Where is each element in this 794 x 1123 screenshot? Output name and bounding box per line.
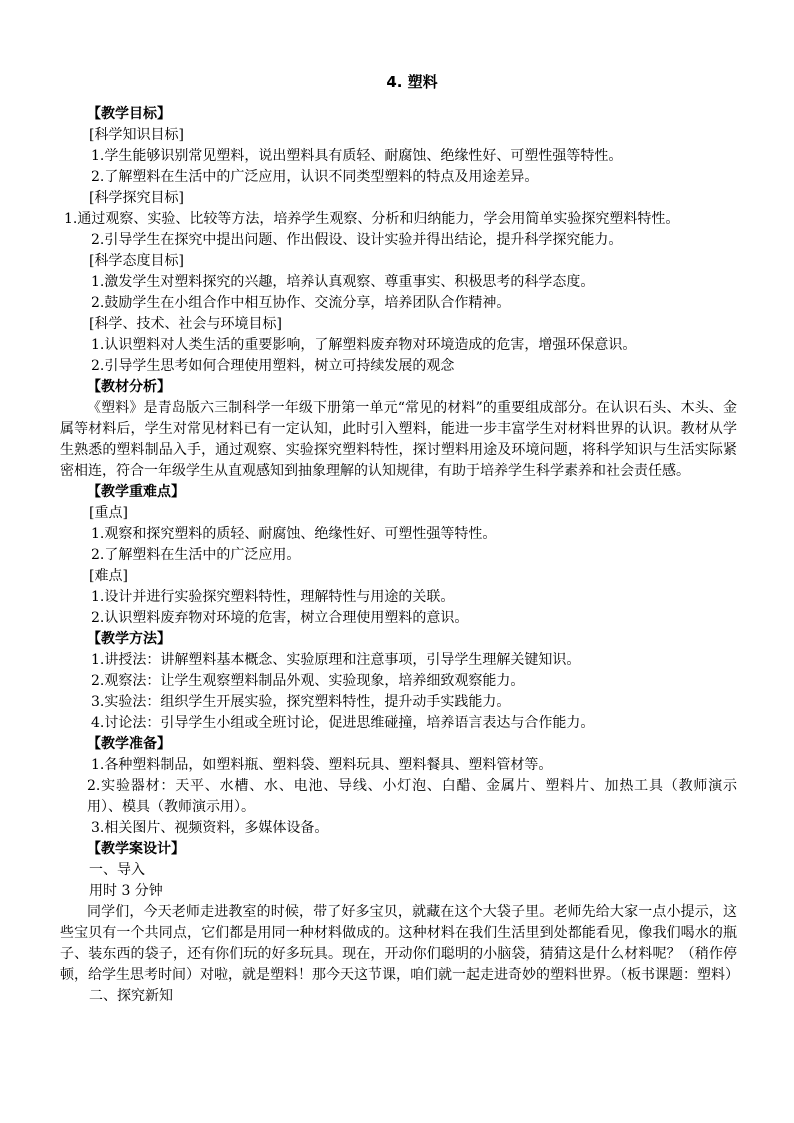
inquiry-heading: [科学探究目标] [89,190,184,206]
keypoints-heading: 【教学重难点】 [87,484,185,500]
sts-heading: [科学、技术、社会与环境目标] [89,316,282,332]
explore-heading: 二、探究新知 [89,988,173,1004]
knowledge-heading: [科学知识目标] [89,127,184,143]
sts-item-2: 2.引导学生思考如何合理使用塑料，树立可持续发展的观念 [91,358,455,374]
key-item-1: 1.观察和探究塑料的质轻、耐腐蚀、绝缘性好、可塑性强等特性。 [91,526,497,542]
analysis-text: 《塑料》是青岛版六三制科学一年级下册第一单元“常见的材料”的重要组成部分。在认识石头、木头、金属等材料后，学生对常见材料已有一定认知，此时引入塑料，能进一步丰富学生对材料世界的认识。教材从学生熟悉的塑料制品入手，通过观察、实验探究塑料特性，探讨塑料用途及环境问题，将科学知识与生活实际紧密相连，符合一年级学生从直观感知到抽象理解的认知规律，有助于培养学生科学素养和社会责任感。 [60,400,737,479]
knowledge-item-2: 2.了解塑料在生活中的广泛应用，认识不同类型塑料的特点及用途差异。 [91,169,539,185]
sts-item-1: 1.认识塑料对人类生活的重要影响，了解塑料废弃物对环境造成的危害，增强环保意识。 [91,337,637,353]
prep-item-1: 1.各种塑料制品，如塑料瓶、塑料袋、塑料玩具、塑料餐具、塑料管材等。 [91,757,553,773]
document-page [60,72,739,1007]
method-item-3: 3.实验法：组织学生开展实验，探究塑料特性，提升动手实践能力。 [91,694,511,710]
inquiry-item-1: 1.通过观察、实验、比较等方法，培养学生观察、分析和归纳能力，学会用简单实验探究塑料特性。 [64,211,680,227]
design-heading: 【教学案设计】 [87,841,185,857]
method-item-4: 4.讨论法：引导学生小组或全班讨论，促进思维碰撞，培养语言表达与合作能力。 [91,715,595,731]
difficult-item-2: 2.认识塑料废弃物对环境的危害，树立合理使用塑料的意识。 [91,610,469,626]
difficult-heading: [难点] [89,568,128,584]
inquiry-item-2: 2.引导学生在探究中提出问题、作出假设、设计实验并得出结论，提升科学探究能力。 [91,232,623,248]
method-item-2: 2.观察法：让学生观察塑料制品外观、实验现象，培养细致观察能力。 [91,673,525,689]
page-title: 4. 塑料 [386,73,438,91]
analysis-heading: 【教材分析】 [87,379,171,395]
intro-heading: 一、导入 [89,862,145,878]
attitude-heading: [科学态度目标] [89,253,184,269]
difficult-item-1: 1.设计并进行实验探究塑料特性，理解特性与用途的关联。 [91,589,455,605]
intro-text: 同学们，今天老师走进教室的时候，带了好多宝贝，就藏在这个大袋子里。老师先给大家一点小提示，这些宝贝有一个共同点，它们都是用同一种材料做成的。这种材料在我们生活里到处都能看见，像我们喝水的瓶子、装东西的袋子，还有你们玩的好多玩具。现在，开动你们聪明的小脑袋，猜猜这是什么材料呢？（稍作停顿，给学生思考时间）对啦，就是塑料！那今天这节课，咱们就一起走进奇妙的塑料世界。（板书课题：塑料） [60,904,739,983]
methods-heading: 【教学方法】 [87,631,171,647]
key-item-2: 2.了解塑料在生活中的广泛应用。 [91,547,301,563]
method-item-1: 1.讲授法：讲解塑料基本概念、实验原理和注意事项，引导学生理解关键知识。 [91,652,581,668]
attitude-item-1: 1.激发学生对塑料探究的兴趣，培养认真观察、尊重事实、积极思考的科学态度。 [91,274,595,290]
prep-item-2: 2.实验器材：天平、水槽、水、电池、导线、小灯泡、白醋、金属片、塑料片、加热工具（教师演示用）、模具（教师演示用）。 [87,778,737,815]
intro-time: 用时 3 分钟 [89,883,163,899]
attitude-item-2: 2.鼓励学生在小组合作中相互协作、交流分享，培养团队合作精神。 [91,295,511,311]
prep-heading: 【教学准备】 [87,736,171,752]
knowledge-item-1: 1.学生能够识别常见塑料，说出塑料具有质轻、耐腐蚀、绝缘性好、可塑性强等特性。 [91,148,623,164]
key-heading: [重点] [89,505,128,521]
goals-heading: 【教学目标】 [87,106,171,122]
prep-item-3: 3.相关图片、视频资料，多媒体设备。 [91,820,329,836]
